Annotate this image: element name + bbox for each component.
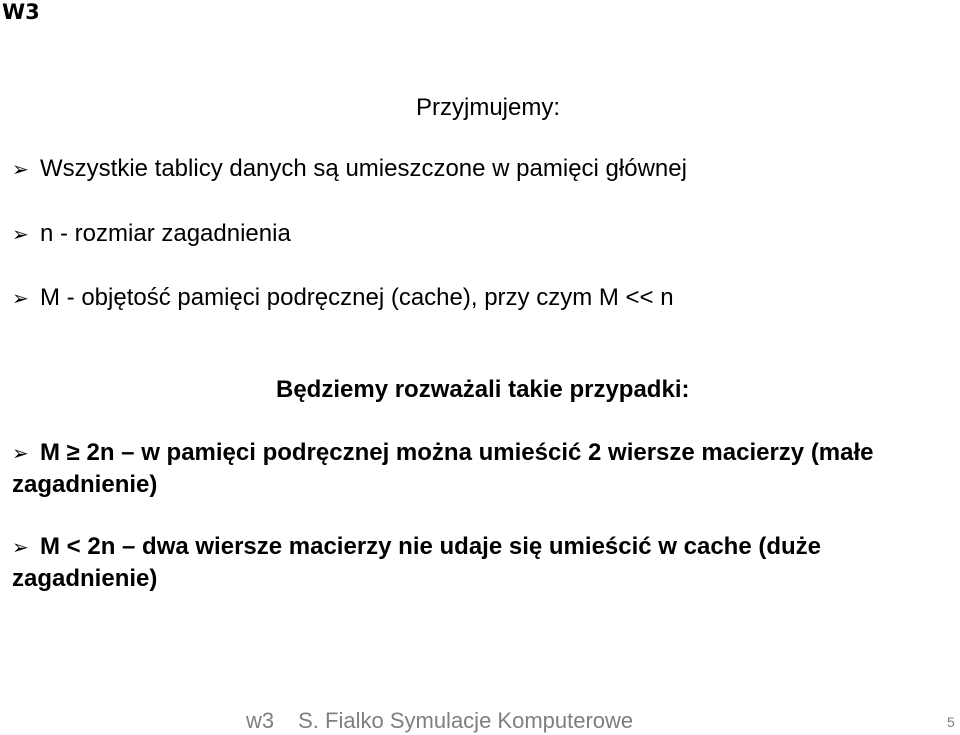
arrow-bullet-icon: ➢ <box>12 535 29 559</box>
page-number: 5 <box>947 714 955 730</box>
case-item <box>12 531 952 595</box>
slide-heading: Przyjmujemy: <box>416 94 561 121</box>
cases-heading: Będziemy rozważali takie przypadki: <box>276 376 690 403</box>
footer <box>246 708 633 734</box>
bullet-item <box>12 153 687 185</box>
footer-label: w3 <box>246 708 275 733</box>
arrow-bullet-icon: ➢ <box>12 441 29 465</box>
bullet-text: Wszystkie tablicy danych są umieszczone w pamięci głównej <box>40 155 687 182</box>
case-text: M ≥ 2n – w pamięci podręcznej można umieścić 2 wiersze macierzy (małe zagadnienie) <box>12 439 874 498</box>
bullet-item <box>12 218 291 250</box>
arrow-bullet-icon: ➢ <box>12 286 29 310</box>
case-text: M < 2n – dwa wiersze macierzy nie udaje się umieścić w cache (duże zagadnienie) <box>12 533 822 592</box>
footer-title: S. Fialko Symulacje Komputerowe <box>298 708 634 733</box>
case-item <box>12 437 952 501</box>
slide-tag: W3 <box>2 0 40 24</box>
arrow-bullet-icon: ➢ <box>12 222 29 246</box>
arrow-bullet-icon: ➢ <box>12 157 29 181</box>
bullet-text: n - rozmiar zagadnienia <box>40 220 291 247</box>
bullet-item <box>12 282 674 314</box>
bullet-text: M - objętość pamięci podręcznej (cache), przy czym M << n <box>40 284 674 311</box>
